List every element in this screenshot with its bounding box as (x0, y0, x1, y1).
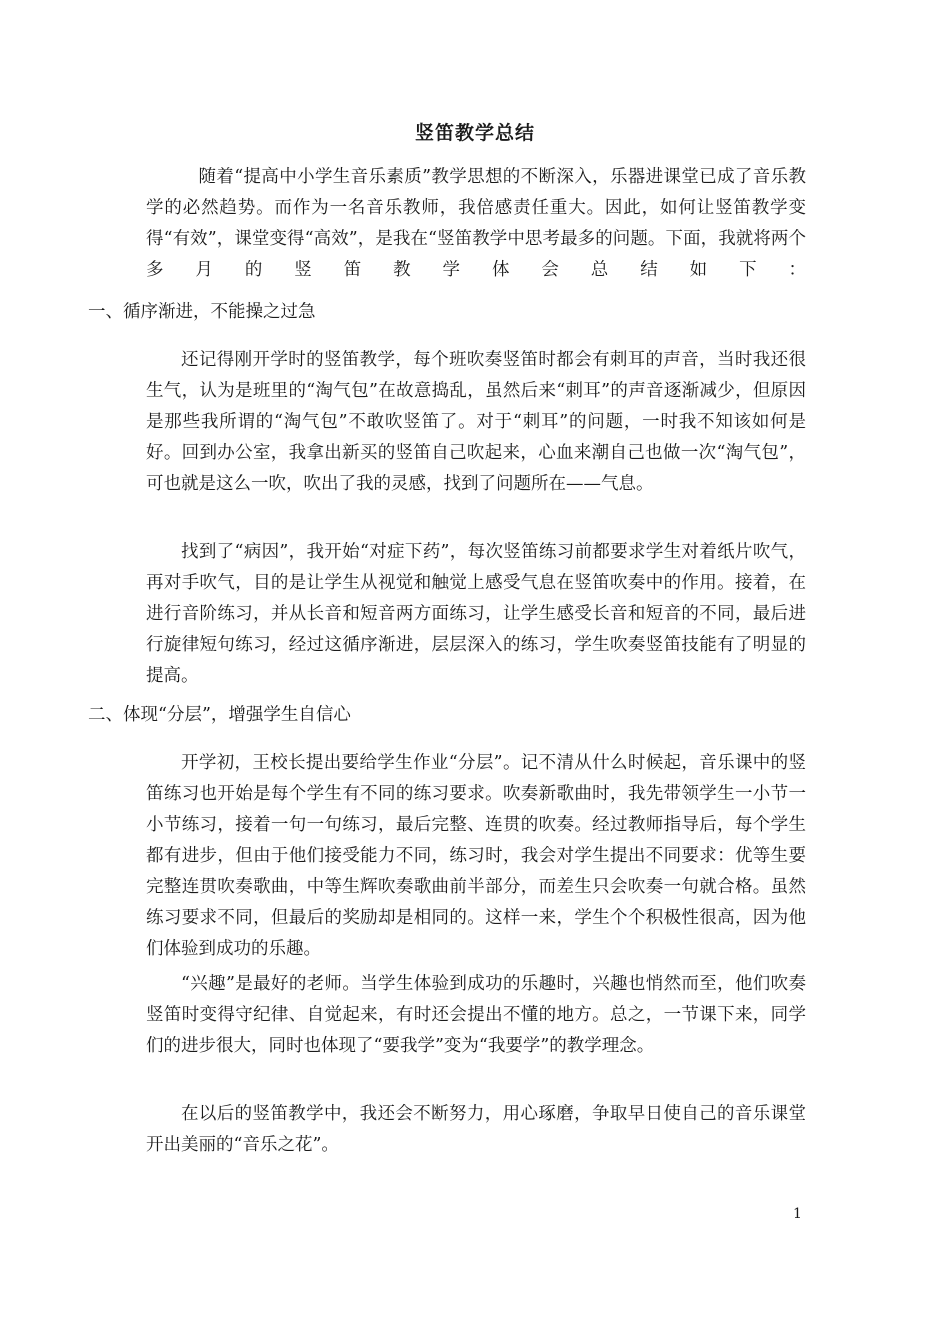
section-2-paragraph-2: “兴趣”是最好的老师。当学生体验到成功的乐趣时，兴趣也悄然而至，他们吹奏竖笛时变得守纪律、自觉起来，有时还会提出不懂的地方。总之，一节课下来，同学们的进步很大，同时也体现了“要我学”变为“我要学”的教学理念。 (146, 974, 806, 1056)
section-2-paragraph-1: 开学初，王校长提出要给学生作业“分层”。记不清从什么时候起，音乐课中的竖笛练习也开始是每个学生有不同的练习要求。吹奏新歌曲时，我先带领学生一小节一小节练习，接着一句一句练习，最后完整、连贯的吹奏。经过教师指导后，每个学生都有进步，但由于他们接受能力不同，练习时，我会对学生提出不同要求：优等生要完整连贯吹奏歌曲，中等生辉吹奏歌曲前半部分，而差生只会吹奏一句就合格。虽然练习要求不同，但最后的奖励却是相同的。这样一来，学生个个积极性很高，因为他们体验到成功的乐趣。 (146, 753, 806, 959)
section-1-paragraph-2: 找到了“病因”，我开始“对症下药”，每次竖笛练习前都要求学生对着纸片吹气，再对手吹气，目的是让学生从视觉和触觉上感受气息在竖笛吹奏中的作用。接着，在进行音阶练习，并从长音和短音两方面练习，让学生感受长音和短音的不同，最后进行旋律短句练习，经过这循序渐进，层层深入的练习，学生吹奏竖笛技能有了明显的提高。 (146, 542, 806, 686)
section-heading-2: 二、体现“分层”，增强学生自信心 (88, 705, 351, 725)
document-title: 竖笛教学总结 (414, 122, 535, 144)
section-2-paragraph-3: 在以后的竖笛教学中，我还会不断努力，用心琢磨，争取早日使自己的音乐课堂开出美丽的“音乐之花”。 (146, 1104, 806, 1155)
intro-paragraph: 随着“提高中小学生音乐素质”教学思想的不断深入，乐器进课堂已成了音乐教学的必然趋势。而作为一名音乐教师，我倍感责任重大。因此，如何让竖笛教学变得“有效”，课堂变得“高效”，是我在“竖笛教学中思考最多的问题。下面，我就将两个多月的竖笛教学体会总结如下： (146, 167, 806, 280)
page-number: 1 (793, 1206, 802, 1222)
section-heading-1: 一、循序渐进，不能操之过急 (88, 302, 316, 322)
section-1-paragraph-1: 还记得刚开学时的竖笛教学，每个班吹奏竖笛时都会有刺耳的声音，当时我还很生气，认为是班里的“淘气包”在故意捣乱，虽然后来“刺耳”的声音逐渐减少，但原因是那些我所谓的“淘气包”不敢吹竖笛了。对于“刺耳”的问题，一时我不知该如何是好。回到办公室，我拿出新买的竖笛自己吹起来，心血来潮自己也做一次“淘气包”，可也就是这么一吹，吹出了我的灵感，找到了问题所在——气息。 (146, 350, 806, 494)
